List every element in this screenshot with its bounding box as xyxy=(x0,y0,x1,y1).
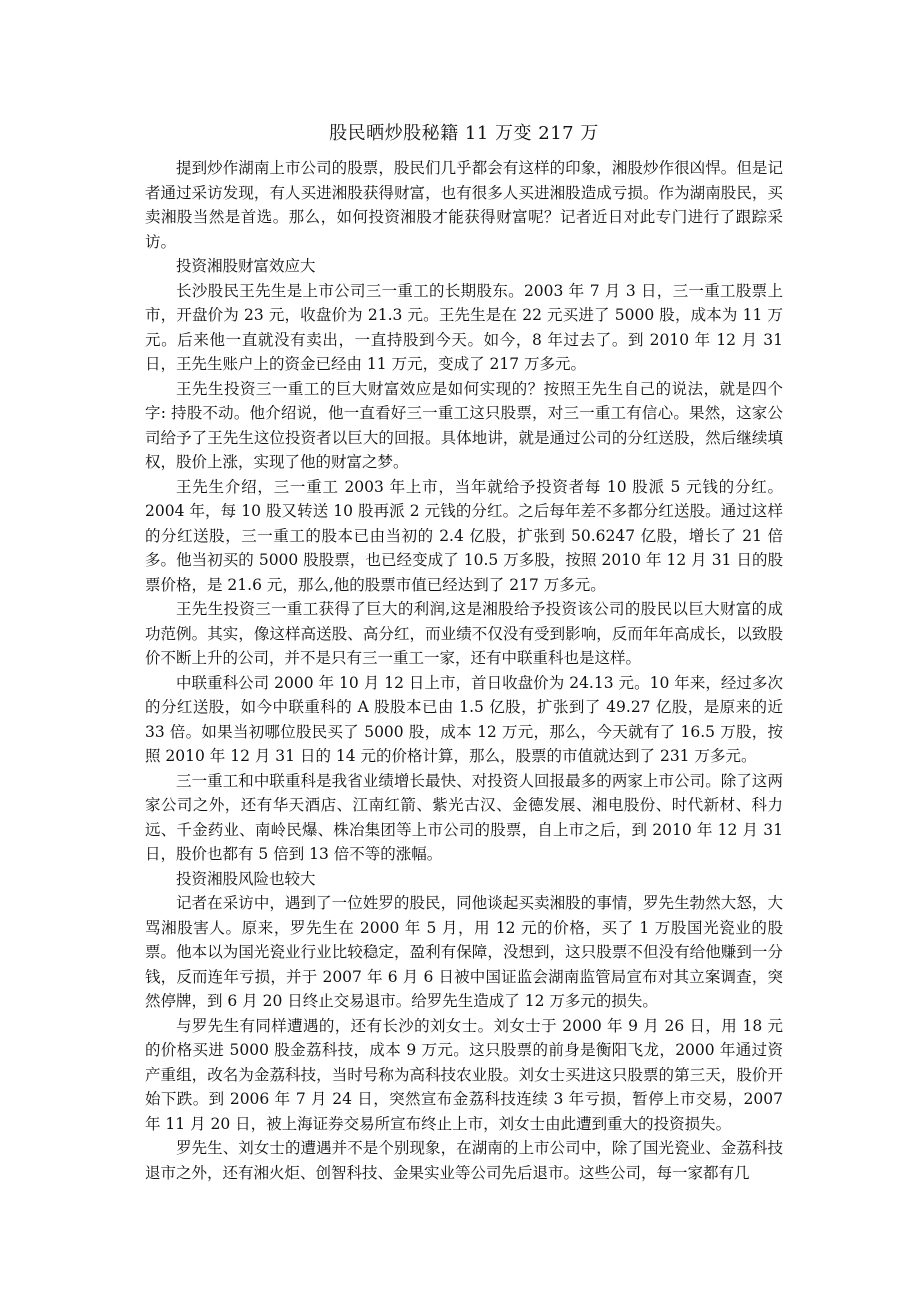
paragraph: 长沙股民王先生是上市公司三一重工的长期股东。2003 年 7 月 3 日，三一重工股票上市，开盘价为 23 元，收盘价为 21.3 元。王先生是在 22 元买进了 5000 股，成本为 11 万元。后来他一直就没有卖出，一直持股到今天。如今，8 年过去了。到 2010 年 12 月 31 日，王先生账户上的资金已经由 11 万元，变成了 217 万多元。 xyxy=(145,281,783,373)
paragraph: 记者在采访中，遇到了一位姓罗的股民，同他谈起买卖湘股的事情，罗先生勃然大怒，大骂湘股害人。原来，罗先生在 2000 年 5 月，用 12 元的价格，买了 1 万股国光瓷业的股票。他本以为国光瓷业行业比较稳定，盈利有保障，没想到，这只股票不但没有给他赚到一分钱，反而连年亏损，并于 2007 年 6 月 6 日被中国证监会湖南监管局宣布对其立案调查，突然停牌，到 6 月 20 日终止交易退市。给罗先生造成了 12 万多元的损失。 xyxy=(145,894,783,1010)
section-heading: 投资湘股风险也较大 xyxy=(176,869,316,888)
paragraph: 王先生介绍，三一重工 2003 年上市，当年就给予投资者每 10 股派 5 元钱的分红。2004 年，每 10 股又转送 10 股再派 2 元钱的分红。之后每年差不多都分红送股。通过这样的分红送股，三一重工的股本已由当初的 2.4 亿股，扩张到 50.6247 亿股，增长了 21 倍多。他当初买的 5000 股股票，也已经变成了 10.5 万多股，按照 2010 年 12 月 31 日的股票价格，是 21.6 元，那么,他的股票市值已经达到了 217 万多元。 xyxy=(145,477,783,594)
paragraph: 与罗先生有同样遭遇的，还有长沙的刘女士。刘女士于 2000 年 9 月 26 日，用 18 元的价格买进 5000 股金荔科技，成本 9 万元。这只股票的前身是衡阳飞龙，2000 年通过资产重组，改名为金荔科技，当时号称为高科技农业股。刘女士买进这只股票的第三天，股价开始下跌。到 2006 年 7 月 24 日，突然宣布金荔科技连续 3 年亏损，暂停上市交易，2007 年 11 月 20 日，被上海证券交易所宣布终止上市，刘女士由此遭到重大的投资损失。 xyxy=(145,1016,783,1133)
article-paragraphs xyxy=(145,156,783,1185)
paragraph: 罗先生、刘女士的遭遇并不是个别现象，在湖南的上市公司中，除了国光瓷业、金荔科技退市之外，还有湘火炬、创智科技、金果实业等公司先后退市。这些公司，每一家都有几 xyxy=(145,1139,783,1182)
paragraph: 王先生投资三一重工的巨大财富效应是如何实现的？按照王先生自己的说法，就是四个字: 持股不动。他介绍说，他一直看好三一重工这只股票，对三一重工有信心。果然，这家公司给予了王先生这位投资者以巨大的回报。具体地讲，就是通过公司的分红送股，然后继续填权，股价上涨，实现了他的财富之梦。 xyxy=(145,379,783,471)
paragraph: 王先生投资三一重工获得了巨大的利润,这是湘股给予投资该公司的股民以巨大财富的成功范例。其实，像这样高送股、高分红，而业绩不仅没有受到影响，反而年年高成长，以致股价不断上升的公司，并不是只有三一重工一家，还有中联重科也是这样。 xyxy=(145,600,783,667)
paragraph: 三一重工和中联重科是我省业绩增长最快、对投资人回报最多的两家上市公司。除了这两家公司之外，还有华天酒店、江南红箭、紫光古汉、金德发展、湘电股份、时代新材、科力远、千金药业、南岭民爆、株冶集团等上市公司的股票，自上市之后，到 2010 年 12 月 31 日，股价也都有 5 倍到 13 倍不等的涨幅。 xyxy=(145,771,783,863)
section-heading: 投资湘股财富效应大 xyxy=(176,257,316,275)
paragraph: 中联重科公司 2000 年 10 月 12 日上市，首日收盘价为 24.13 元。10 年来，经过多次的分红送股，如今中联重科的 A 股股本已由 1.5 亿股，扩张到了 49.27 亿股，是原来的近 33 倍。如果当初哪位股民买了 5000 股，成本 12 万元，那么，今天就有了 16.5 万股，按照 2010 年 12 月 31 日的 14 元的价格计算，那么，股票的市值就达到了 231 万多元。 xyxy=(145,673,783,765)
paragraph: 提到炒作湖南上市公司的股票，股民们几乎都会有这样的印象，湘股炒作很凶悍。但是记者通过采访发现，有人买进湘股获得财富，也有很多人买进湘股造成亏损。作为湖南股民，买卖湘股当然是首选。那么，如何投资湘股才能获得财富呢？记者近日对此专门进行了跟踪采访。 xyxy=(145,159,783,251)
article-title: 股民晒炒股秘籍 11 万变 217 万 xyxy=(329,123,599,144)
article-body xyxy=(145,120,783,1185)
